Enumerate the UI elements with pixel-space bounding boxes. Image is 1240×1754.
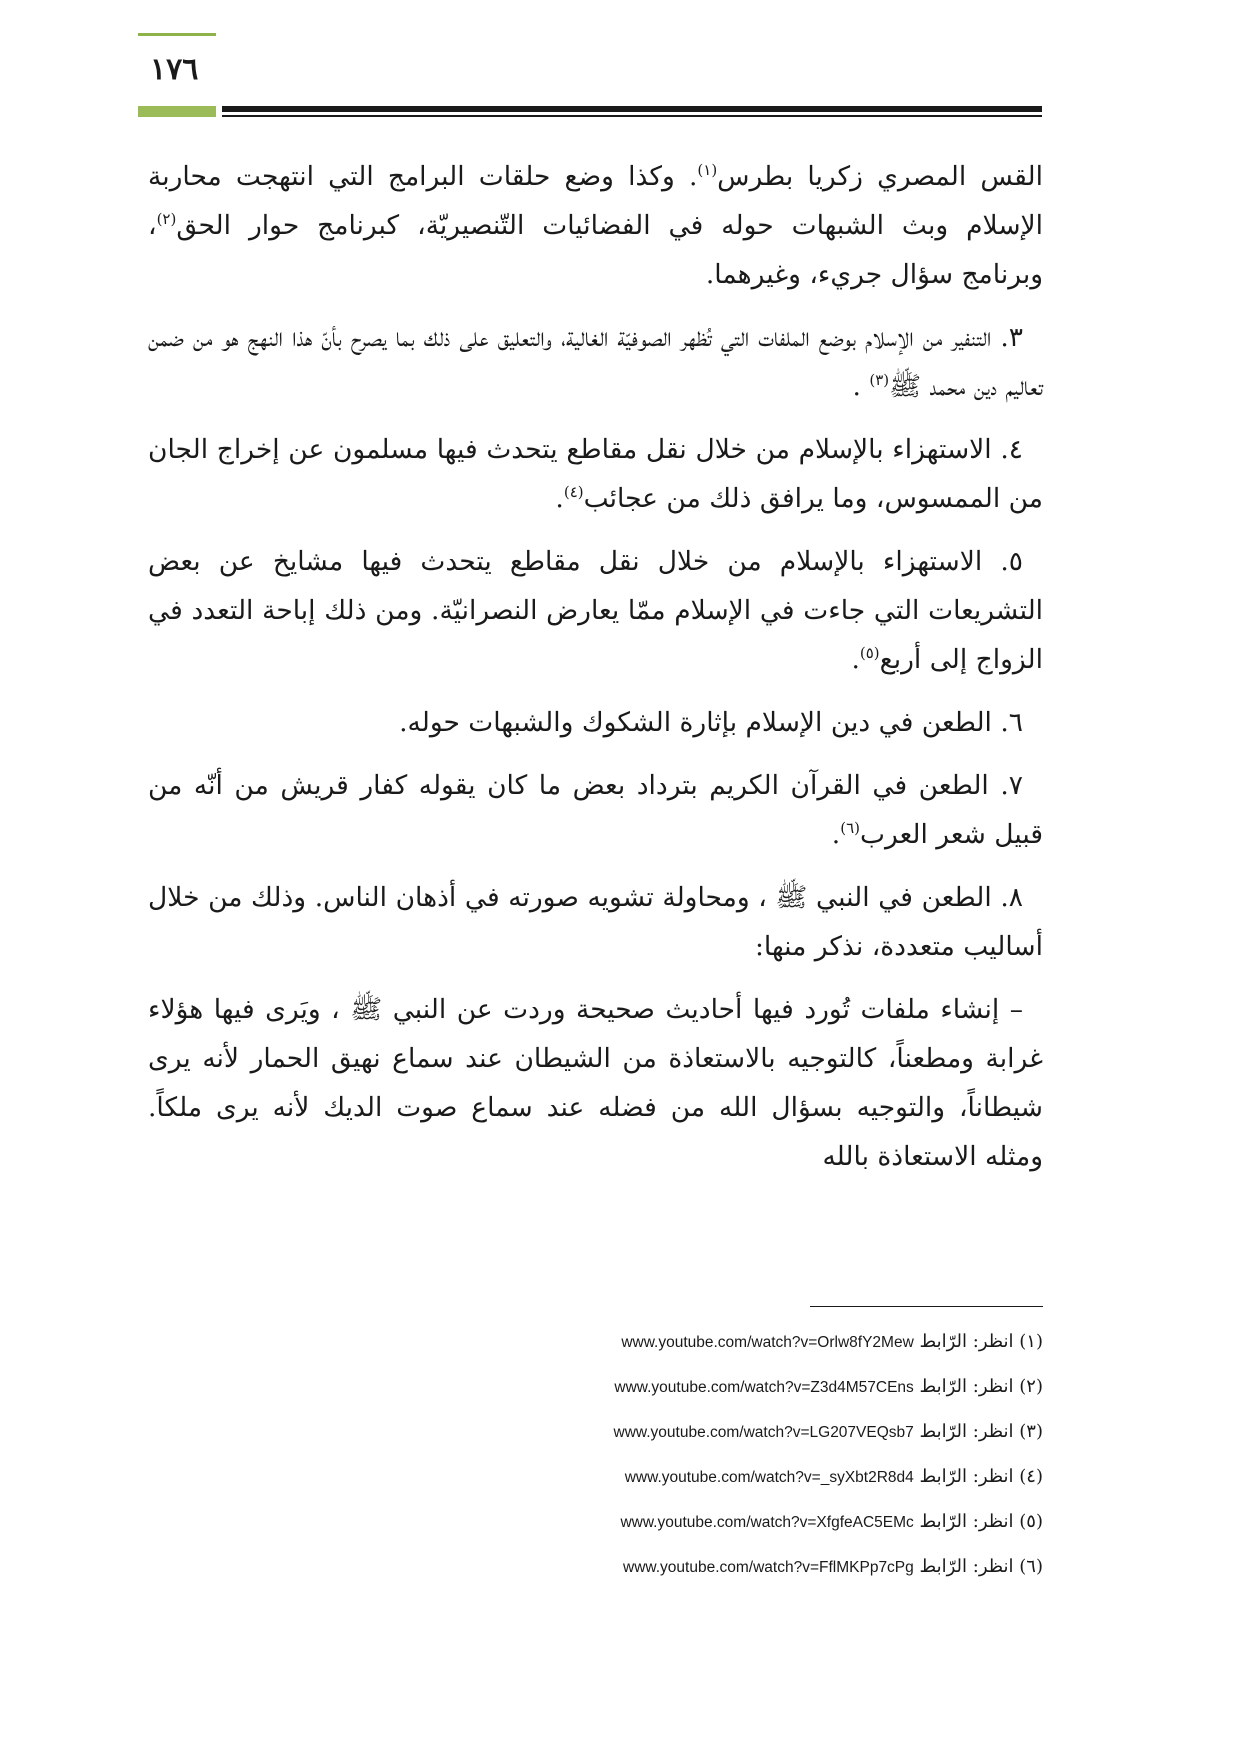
footnote-3: (٣) انظر: الرّابط www.youtube.com/watch?v=LG207VEQsb7 — [613, 1421, 1043, 1442]
paragraph-7: ٧. الطعن في القرآن الكريم بترداد بعض ما كان يقوله كفار قريش من أنّه من قبيل شعر العرب$^{(٦)}$. — [148, 770, 1043, 850]
footnote-2: (٢) انظر: الرّابط www.youtube.com/watch?v=Z3d4M57CEns — [614, 1376, 1043, 1397]
footnote-4: (٤) انظر: الرّابط www.youtube.com/watch?v=_syXbt2R8d4 — [624, 1466, 1043, 1487]
header-accent-bar — [138, 106, 216, 117]
footnote-ref: (٦) — [840, 819, 861, 838]
footnote-link[interactable]: www.youtube.com/watch?v=XfgfeAC5EMc — [620, 1514, 914, 1531]
paragraph-8: ٨. الطعن في النبي ﷺ ، ومحاولة تشويه صورته في أذهان الناس. وذلك من خلال أساليب متعددة، نذكر منها: — [148, 882, 1043, 962]
footnote-ref: (٥) — [859, 644, 880, 663]
page-number: ١٧٦ — [150, 52, 199, 87]
header-rule-thick — [222, 106, 1042, 112]
footnote-ref: (٣) — [869, 371, 890, 390]
footnote-separator — [810, 1306, 1043, 1307]
footnote-link[interactable]: www.youtube.com/watch?v=FflMKPp7cPg — [623, 1559, 914, 1576]
footnotes — [148, 1320, 1043, 1590]
footnote-ref: (١) — [697, 161, 718, 180]
footnote-1: (١) انظر: الرّابط www.youtube.com/watch?v=Orlw8fY2Mew — [621, 1331, 1043, 1352]
paragraph-9: – إنشاء ملفات تُورد فيها أحاديث صحيحة وردت عن النبي ﷺ ، ويَرى فيها هؤلاء غرابة ومطعناً، كالتوجيه بالاستعاذة من الشيطان عند سماع نهيق الحمار لأنه يرى شيطاناً، والتوجيه بسؤال الله من فضله عند سماع صوت الديك لأنه يرى ملكاً. ومثله الاستعاذة بالله — [148, 994, 1043, 1172]
footnote-link[interactable]: www.youtube.com/watch?v=Z3d4M57CEns — [614, 1379, 914, 1396]
footnote-ref: (٤) — [563, 483, 584, 502]
paragraph-1: القس المصري زكريا بطرس$^{(١)}$. وكذا وضع حلقات البرامج التي انتهجت محاربة الإسلام وبث الشبهات حوله في الفضائيات التّنصيريّة، كبرنامج حوار الحق$^{(٢)}$، وبرنامج سؤال جريء، وغيرهما. — [148, 161, 1043, 290]
footnote-link[interactable]: www.youtube.com/watch?v=Orlw8fY2Mew — [621, 1334, 914, 1351]
footnote-6: (٦) انظر: الرّابط www.youtube.com/watch?v=FflMKPp7cPg — [623, 1556, 1043, 1577]
header-rule-thin — [222, 115, 1042, 117]
footnote-link[interactable]: www.youtube.com/watch?v=_syXbt2R8d4 — [624, 1469, 914, 1486]
paragraph-5: ٥. الاستهزاء بالإسلام من خلال نقل مقاطع يتحدث فيها مشايخ عن بعض التشريعات التي جاءت في الإسلام ممّا يعارض النصرانيّة. ومن ذلك إباحة التعدد في الزواج إلى أربع$^{(٥)}$. — [148, 546, 1043, 675]
paragraph-3: ٣. التنفير من الإسلام بوضع الملفات التي تُظهر الصوفيّة الغالية، والتعليق على ذلك بما يصرح بأنّ هذا النهج هو من ضمن تعاليم دين محمد ﷺ$^{(٣)}$ . — [148, 322, 1043, 402]
paragraph-6: ٦. الطعن في دين الإسلام بإثارة الشكوك والشبهات حوله. — [399, 707, 1023, 738]
footnote-5: (٥) انظر: الرّابط www.youtube.com/watch?v=XfgfeAC5EMc — [620, 1511, 1043, 1532]
header-accent-line — [138, 33, 216, 36]
paragraph-4: ٤. الاستهزاء بالإسلام من خلال نقل مقاطع يتحدث فيها مسلمون عن إخراج الجان من الممسوس، وما يرافق ذلك من عجائب$^{(٤)}$. — [148, 434, 1043, 514]
body-text — [148, 152, 1043, 1195]
footnote-ref: (٢) — [156, 210, 177, 229]
footnote-link[interactable]: www.youtube.com/watch?v=LG207VEQsb7 — [613, 1424, 914, 1441]
